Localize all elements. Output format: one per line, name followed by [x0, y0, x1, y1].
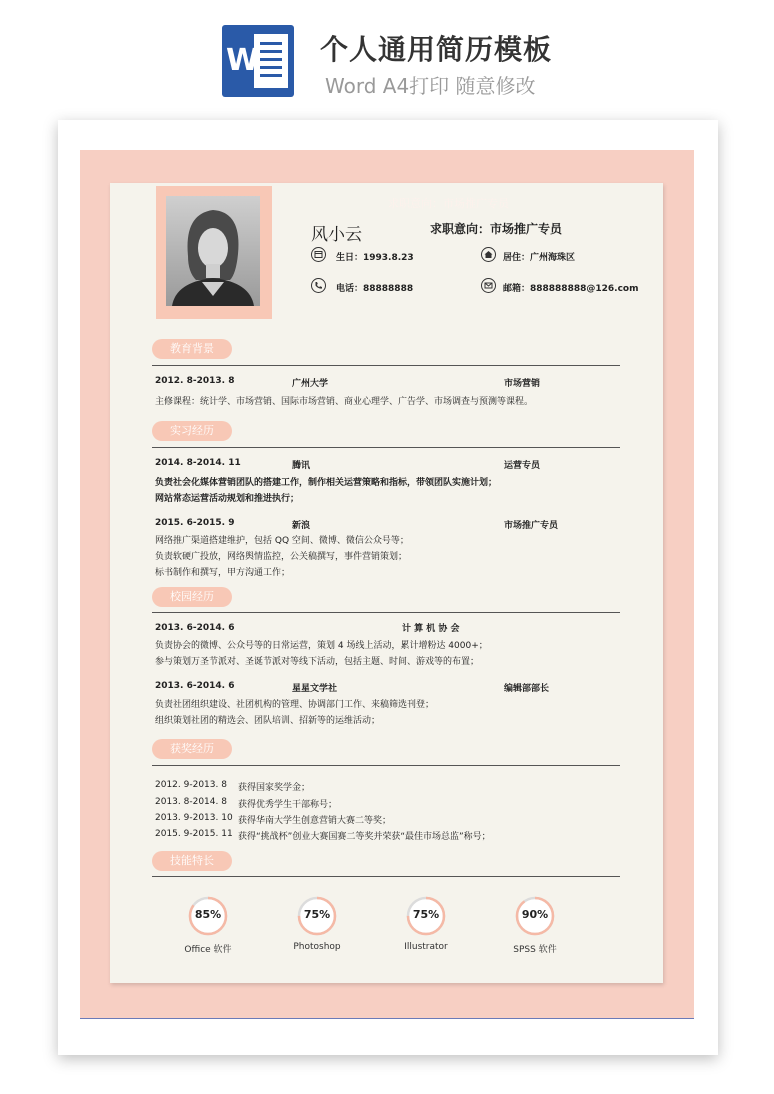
education-period: 2012. 8-2013. 8: [155, 376, 235, 386]
campus-org: 计 算 机 协 会: [402, 624, 460, 634]
campus-line: 负责社团组织建设、社团机构的管理、协调部门工作、来稿筛选刊登；: [155, 700, 435, 710]
profile-photo: [166, 196, 260, 306]
residence-info: 居住：广州海珠区: [503, 253, 576, 263]
word-icon: [222, 25, 294, 97]
internship-org: 新浪: [292, 521, 311, 531]
page-title: 个人通用简历模板: [320, 33, 553, 66]
award-period: 2012. 9-2013. 8: [155, 780, 227, 790]
award-period: 2015. 9-2015. 11: [155, 829, 233, 839]
skill-name: Illustrator: [404, 942, 448, 952]
home-icon: [481, 247, 496, 262]
skill-percent: 90%: [521, 908, 549, 921]
section-skills-heading: 技能特长: [152, 851, 232, 871]
skill-percent: 85%: [194, 908, 222, 921]
education-courses: 主修课程：统计学、市场营销、国际市场营销、商业心理学、广告学、市场调查与预测等课程。: [155, 397, 534, 407]
word-letter: W: [226, 43, 260, 78]
internship-line: 负责社会化媒体营销团队的搭建工作，制作相关运营策略和指标，带领团队实施计划；: [155, 478, 498, 488]
campus-org: 星星文学社: [292, 684, 338, 694]
section-divider: [152, 447, 620, 448]
education-school: 广州大学: [292, 379, 329, 389]
skill-name: Photoshop: [293, 942, 341, 952]
internship-line: 网络推广渠道搭建维护，包括 QQ 空间、微博、微信公众号等；: [155, 536, 409, 546]
award-period: 2013. 8-2014. 8: [155, 797, 227, 807]
internship-period: 2015. 6-2015. 9: [155, 518, 235, 528]
internship-line: 网站常态运营活动规划和推进执行；: [155, 494, 300, 504]
calendar-icon: [311, 247, 326, 262]
skill-name: SPSS 软件: [513, 945, 557, 955]
education-major: 市场营销: [504, 379, 541, 389]
job-objective: 求职意向：市场推广专员: [430, 222, 563, 236]
campus-line: 参与策划万圣节派对、圣诞节派对等线下活动，包括主题、时间、游戏等的布置；: [155, 657, 480, 667]
campus-role: 编辑部部长: [504, 684, 550, 694]
section-internship-heading: 实习经历: [152, 421, 232, 441]
section-divider: [152, 876, 620, 877]
internship-role: 市场推广专员: [504, 521, 559, 531]
ghost-objective: 求职意向：市场推广专员: [388, 197, 509, 210]
email-info: 邮箱：888888888@126.com: [503, 284, 639, 294]
campus-line: 组织策划社团的精选会、团队培训、招新等的运维活动；: [155, 716, 381, 726]
phone-info: 电话：88888888: [336, 284, 414, 294]
skill-gauge: [188, 896, 228, 936]
section-awards-heading: 获奖经历: [152, 739, 232, 759]
campus-period: 2013. 6-2014. 6: [155, 623, 235, 633]
candidate-name: 风小云: [311, 225, 362, 245]
skill-percent: 75%: [412, 908, 440, 921]
award-text: 获得“挑战杯”创业大赛国赛二等奖并荣获“最佳市场总监”称号；: [238, 832, 491, 842]
section-divider: [152, 365, 620, 366]
award-text: 获得优秀学生干部称号；: [238, 800, 338, 810]
email-icon: [481, 278, 496, 293]
section-divider: [152, 612, 620, 613]
award-text: 获得华南大学生创意营销大赛二等奖；: [238, 816, 392, 826]
section-campus-heading: 校园经历: [152, 587, 232, 607]
section-divider: [152, 765, 620, 766]
section-education-heading: 教育背景: [152, 339, 232, 359]
page-subtitle: Word A4打印 随意修改: [325, 74, 536, 98]
template-header: [0, 0, 774, 110]
campus-line: 负责协会的微博、公众号等的日常运营，策划 4 场线上活动，累计增粉达 4000+；: [155, 641, 488, 651]
internship-line: 标书制作和撰写，甲方沟通工作；: [155, 568, 291, 578]
internship-period: 2014. 8-2014. 11: [155, 458, 241, 468]
internship-org: 腾讯: [292, 461, 311, 471]
skill-gauge: [406, 896, 446, 936]
birth-info: 生日：1993.8.23: [336, 253, 414, 263]
skill-gauge: [297, 896, 337, 936]
internship-line: 负责软硬广投放，网络舆情监控，公关稿撰写，事件营销策划；: [155, 552, 408, 562]
award-period: 2013. 9-2013. 10: [155, 813, 233, 823]
campus-period: 2013. 6-2014. 6: [155, 681, 235, 691]
skill-gauge: [515, 896, 555, 936]
skill-percent: 75%: [303, 908, 331, 921]
skill-name: Office 软件: [184, 945, 232, 955]
internship-role: 运营专员: [504, 461, 541, 471]
award-text: 获得国家奖学金；: [238, 783, 311, 793]
phone-icon: [311, 278, 326, 293]
